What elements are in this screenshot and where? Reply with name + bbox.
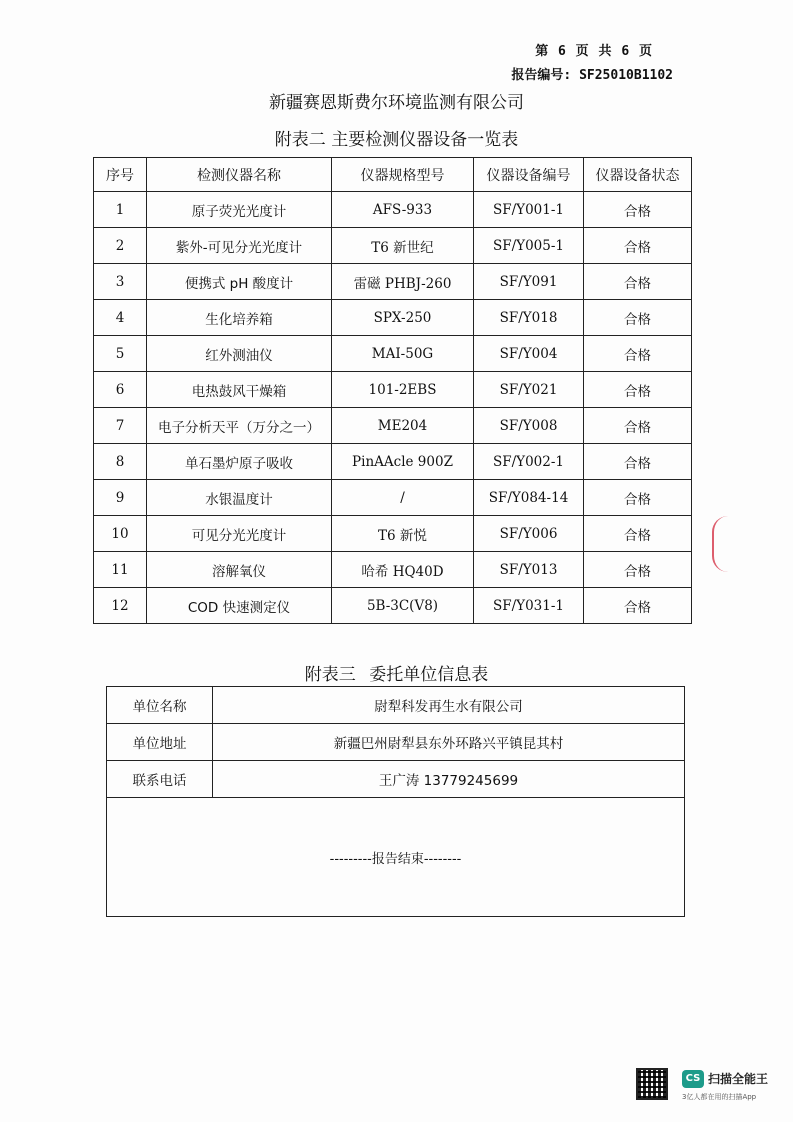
cell-model: T6 新悦 (332, 516, 474, 552)
cell-seq: 9 (94, 480, 147, 516)
cell-status: 合格 (584, 588, 692, 624)
header-model: 仪器规格型号 (332, 158, 474, 192)
qr-code-icon (636, 1068, 668, 1100)
cell-id: SF/Y005-1 (474, 228, 584, 264)
cell-name: 紫外-可见分光光度计 (147, 228, 332, 264)
table-row (94, 192, 692, 228)
cell-status: 合格 (584, 336, 692, 372)
header-status: 仪器设备状态 (584, 158, 692, 192)
table-row (94, 480, 692, 516)
unit-name-value: 尉犁科发再生水有限公司 (213, 687, 685, 724)
cell-seq: 3 (94, 264, 147, 300)
report-end-note: ---------报告结束-------- (107, 798, 685, 917)
table-row (107, 724, 685, 761)
red-seal-mark (712, 516, 728, 572)
instrument-table (93, 157, 692, 624)
cell-seq: 5 (94, 336, 147, 372)
cell-model: ME204 (332, 408, 474, 444)
cell-model: 101-2EBS (332, 372, 474, 408)
cell-name: 溶解氧仪 (147, 552, 332, 588)
company-name: 新疆赛恩斯费尔环境监测有限公司 (269, 93, 524, 113)
cell-id: SF/Y008 (474, 408, 584, 444)
cell-model: PinAAcle 900Z (332, 444, 474, 480)
header-instrument-name: 检测仪器名称 (147, 158, 332, 192)
table-row (94, 408, 692, 444)
cell-seq: 4 (94, 300, 147, 336)
cell-name: 电热鼓风干燥箱 (147, 372, 332, 408)
cell-seq: 7 (94, 408, 147, 444)
cell-name: 可见分光光度计 (147, 516, 332, 552)
table2-title: 附表三 委托单位信息表 (304, 665, 489, 685)
cell-id: SF/Y031-1 (474, 588, 584, 624)
cell-status: 合格 (584, 264, 692, 300)
cell-name: 原子荧光光度计 (147, 192, 332, 228)
cell-id: SF/Y021 (474, 372, 584, 408)
cell-seq: 8 (94, 444, 147, 480)
table1-title: 附表二 主要检测仪器设备一览表 (274, 130, 519, 150)
table-row (94, 264, 692, 300)
cell-name: COD 快速测定仪 (147, 588, 332, 624)
cell-seq: 11 (94, 552, 147, 588)
phone-label: 联系电话 (107, 761, 213, 798)
cell-model: AFS-933 (332, 192, 474, 228)
cell-model: 哈希 HQ40D (332, 552, 474, 588)
cell-model: 雷磁 PHBJ-260 (332, 264, 474, 300)
cell-model: SPX-250 (332, 300, 474, 336)
cell-model: / (332, 480, 474, 516)
cell-id: SF/Y013 (474, 552, 584, 588)
cell-status: 合格 (584, 552, 692, 588)
cell-id: SF/Y006 (474, 516, 584, 552)
cell-id: SF/Y002-1 (474, 444, 584, 480)
header-seq: 序号 (94, 158, 147, 192)
cell-name: 红外测油仪 (147, 336, 332, 372)
cell-model: 5B-3C(V8) (332, 588, 474, 624)
table-row (107, 761, 685, 798)
report-number: 报告编号: SF25010B1102 (511, 68, 673, 83)
table-row (94, 588, 692, 624)
cell-id: SF/Y001-1 (474, 192, 584, 228)
table-row (94, 372, 692, 408)
table-row (94, 300, 692, 336)
cell-id: SF/Y091 (474, 264, 584, 300)
phone-value: 王广涛 13779245699 (213, 761, 685, 798)
cell-status: 合格 (584, 228, 692, 264)
unit-name-label: 单位名称 (107, 687, 213, 724)
cell-id: SF/Y084-14 (474, 480, 584, 516)
header-equipment-id: 仪器设备编号 (474, 158, 584, 192)
unit-address-value: 新疆巴州尉犁县东外环路兴平镇昆其村 (213, 724, 685, 761)
cell-name: 生化培养箱 (147, 300, 332, 336)
cell-seq: 6 (94, 372, 147, 408)
cell-model: T6 新世纪 (332, 228, 474, 264)
watermark-app-name: 扫描全能王 (708, 1072, 769, 1086)
watermark-tagline: 3亿人都在用的扫描App (682, 1093, 757, 1101)
table-row (94, 444, 692, 480)
cell-name: 单石墨炉原子吸收 (147, 444, 332, 480)
cell-status: 合格 (584, 372, 692, 408)
cell-seq: 2 (94, 228, 147, 264)
cell-model: MAI-50G (332, 336, 474, 372)
cell-status: 合格 (584, 300, 692, 336)
cell-status: 合格 (584, 516, 692, 552)
unit-address-label: 单位地址 (107, 724, 213, 761)
cell-status: 合格 (584, 192, 692, 228)
cell-name: 水银温度计 (147, 480, 332, 516)
cell-status: 合格 (584, 444, 692, 480)
table-row (107, 798, 685, 917)
camscanner-watermark (636, 1068, 769, 1101)
table-header-row (94, 158, 692, 192)
cell-name: 电子分析天平（万分之一） (147, 408, 332, 444)
client-info-table (106, 686, 685, 917)
table-row (94, 228, 692, 264)
cell-seq: 12 (94, 588, 147, 624)
table-row (94, 516, 692, 552)
table-row (94, 336, 692, 372)
cell-status: 合格 (584, 408, 692, 444)
cell-id: SF/Y018 (474, 300, 584, 336)
table-row (94, 552, 692, 588)
page-number: 第 6 页 共 6 页 (535, 44, 653, 59)
cell-id: SF/Y004 (474, 336, 584, 372)
cell-name: 便携式 pH 酸度计 (147, 264, 332, 300)
camscanner-logo-icon: CS (682, 1070, 704, 1088)
table-row (107, 687, 685, 724)
cell-seq: 10 (94, 516, 147, 552)
cell-seq: 1 (94, 192, 147, 228)
cell-status: 合格 (584, 480, 692, 516)
